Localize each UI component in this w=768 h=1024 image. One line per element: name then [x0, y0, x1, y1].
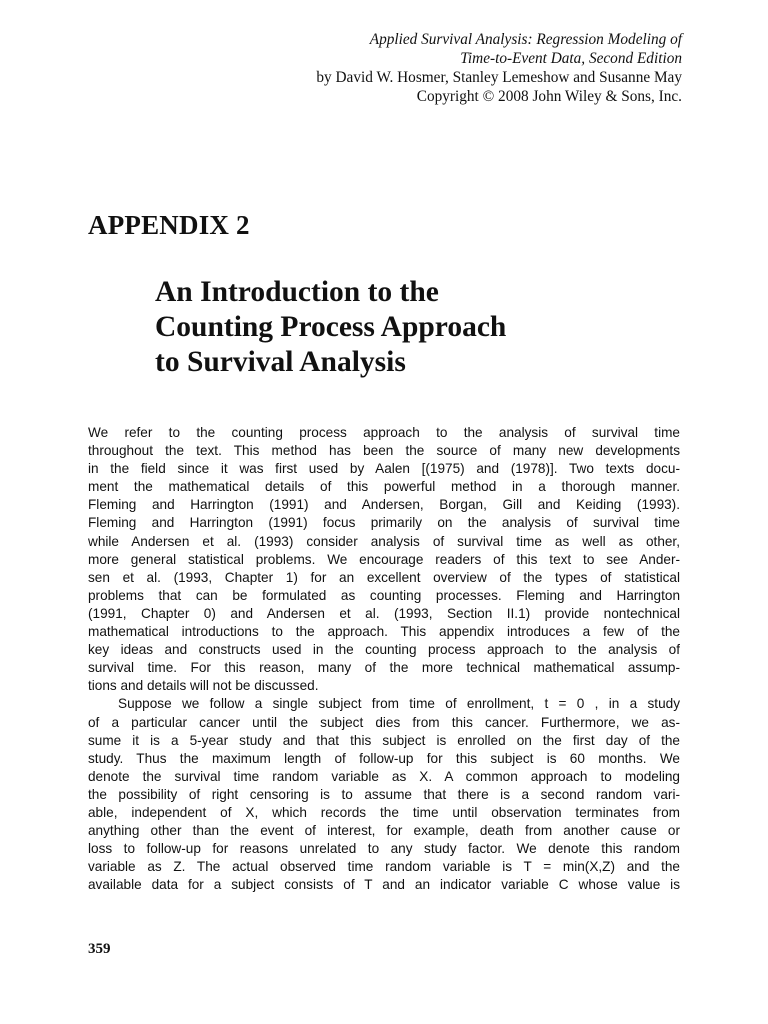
text-line: the possibility of right censoring is to assume that there is a second random vari-: [88, 786, 680, 802]
text-line: more general statistical problems. We encourage readers of this text to see Ander-: [88, 551, 680, 567]
text-line: Fleming and Harrington (1991) and Andersen, Borgan, Gill and Keiding (1993).: [88, 497, 680, 513]
text-line: Suppose we follow a single subject from time of enrollment, t = 0 , in a study: [118, 696, 680, 712]
text-line: of a particular cancer until the subject dies from this cancer. Furthermore, we as-: [88, 714, 680, 730]
text-line: sume it is a 5-year study and that this subject is enrolled on the first day of the: [88, 732, 680, 748]
text-line: key ideas and constructs used in the counting process approach to the analysis of: [88, 642, 680, 658]
header-book-title-line2: Time-to-Event Data, Second Edition: [460, 50, 682, 67]
running-header: [162, 30, 682, 106]
header-book-title-line1: Applied Survival Analysis: Regression Modeling of: [369, 31, 682, 48]
text-line: sen et al. (1993, Chapter 1) for an excellent overview of the types of statistical: [88, 569, 680, 585]
chapter-title: [155, 275, 506, 380]
text-line: Fleming and Harrington (1991) focus primarily on the analysis of survival time: [88, 515, 680, 531]
text-line: denote the survival time random variable as X. A common approach to modeling: [88, 768, 680, 784]
chapter-title-line2: Counting Process Approach: [155, 311, 507, 343]
header-copyright: Copyright © 2008 John Wiley & Sons, Inc.: [416, 88, 682, 105]
body-text: [88, 424, 680, 894]
text-line: mathematical introductions to the approach. This appendix introduces a few of the: [88, 624, 680, 640]
text-line: throughout the text. This method has been the source of many new developments: [88, 443, 680, 459]
text-line: problems that can be formulated as counting processes. Fleming and Harrington: [88, 587, 680, 603]
header-authors: by David W. Hosmer, Stanley Lemeshow and Susanne May: [316, 69, 682, 86]
text-line: variable as Z. The actual observed time random variable is T = min(X,Z) and the: [88, 859, 680, 875]
text-line: tions and details will not be discussed.: [88, 678, 319, 694]
text-line: in the field since it was first used by Aalen [(1975) and (1978)]. Two texts docu-: [88, 461, 680, 477]
chapter-title-line3: to Survival Analysis: [155, 346, 406, 378]
chapter-title-line1: An Introduction to the: [155, 276, 439, 308]
text-line: We refer to the counting process approach to the analysis of survival time: [88, 425, 680, 440]
text-line: survival time. For this reason, many of the more technical mathematical assump-: [88, 660, 680, 676]
text-line: available data for a subject consists of T and an indicator variable C whose value is: [88, 877, 680, 893]
paragraph-1: [88, 424, 680, 695]
text-line: (1991, Chapter 0) and Andersen et al. (1993, Section II.1) provide nontechnical: [88, 605, 680, 621]
text-line: ment the mathematical details of this powerful method in a thorough manner.: [88, 479, 680, 495]
text-line: while Andersen et al. (1993) consider analysis of survival time as well as other,: [88, 533, 680, 549]
text-line: study. Thus the maximum length of follow-up for this subject is 60 months. We: [88, 750, 680, 766]
appendix-label: APPENDIX 2: [88, 210, 250, 240]
paragraph-2: [88, 695, 680, 894]
text-line: loss to follow-up for reasons unrelated to any study factor. We denote this random: [88, 841, 680, 857]
page-number: 359: [88, 941, 111, 957]
text-line: anything other than the event of interest, for example, death from another cause or: [88, 823, 680, 839]
text-line: able, independent of X, which records the time until observation terminates from: [88, 804, 680, 820]
